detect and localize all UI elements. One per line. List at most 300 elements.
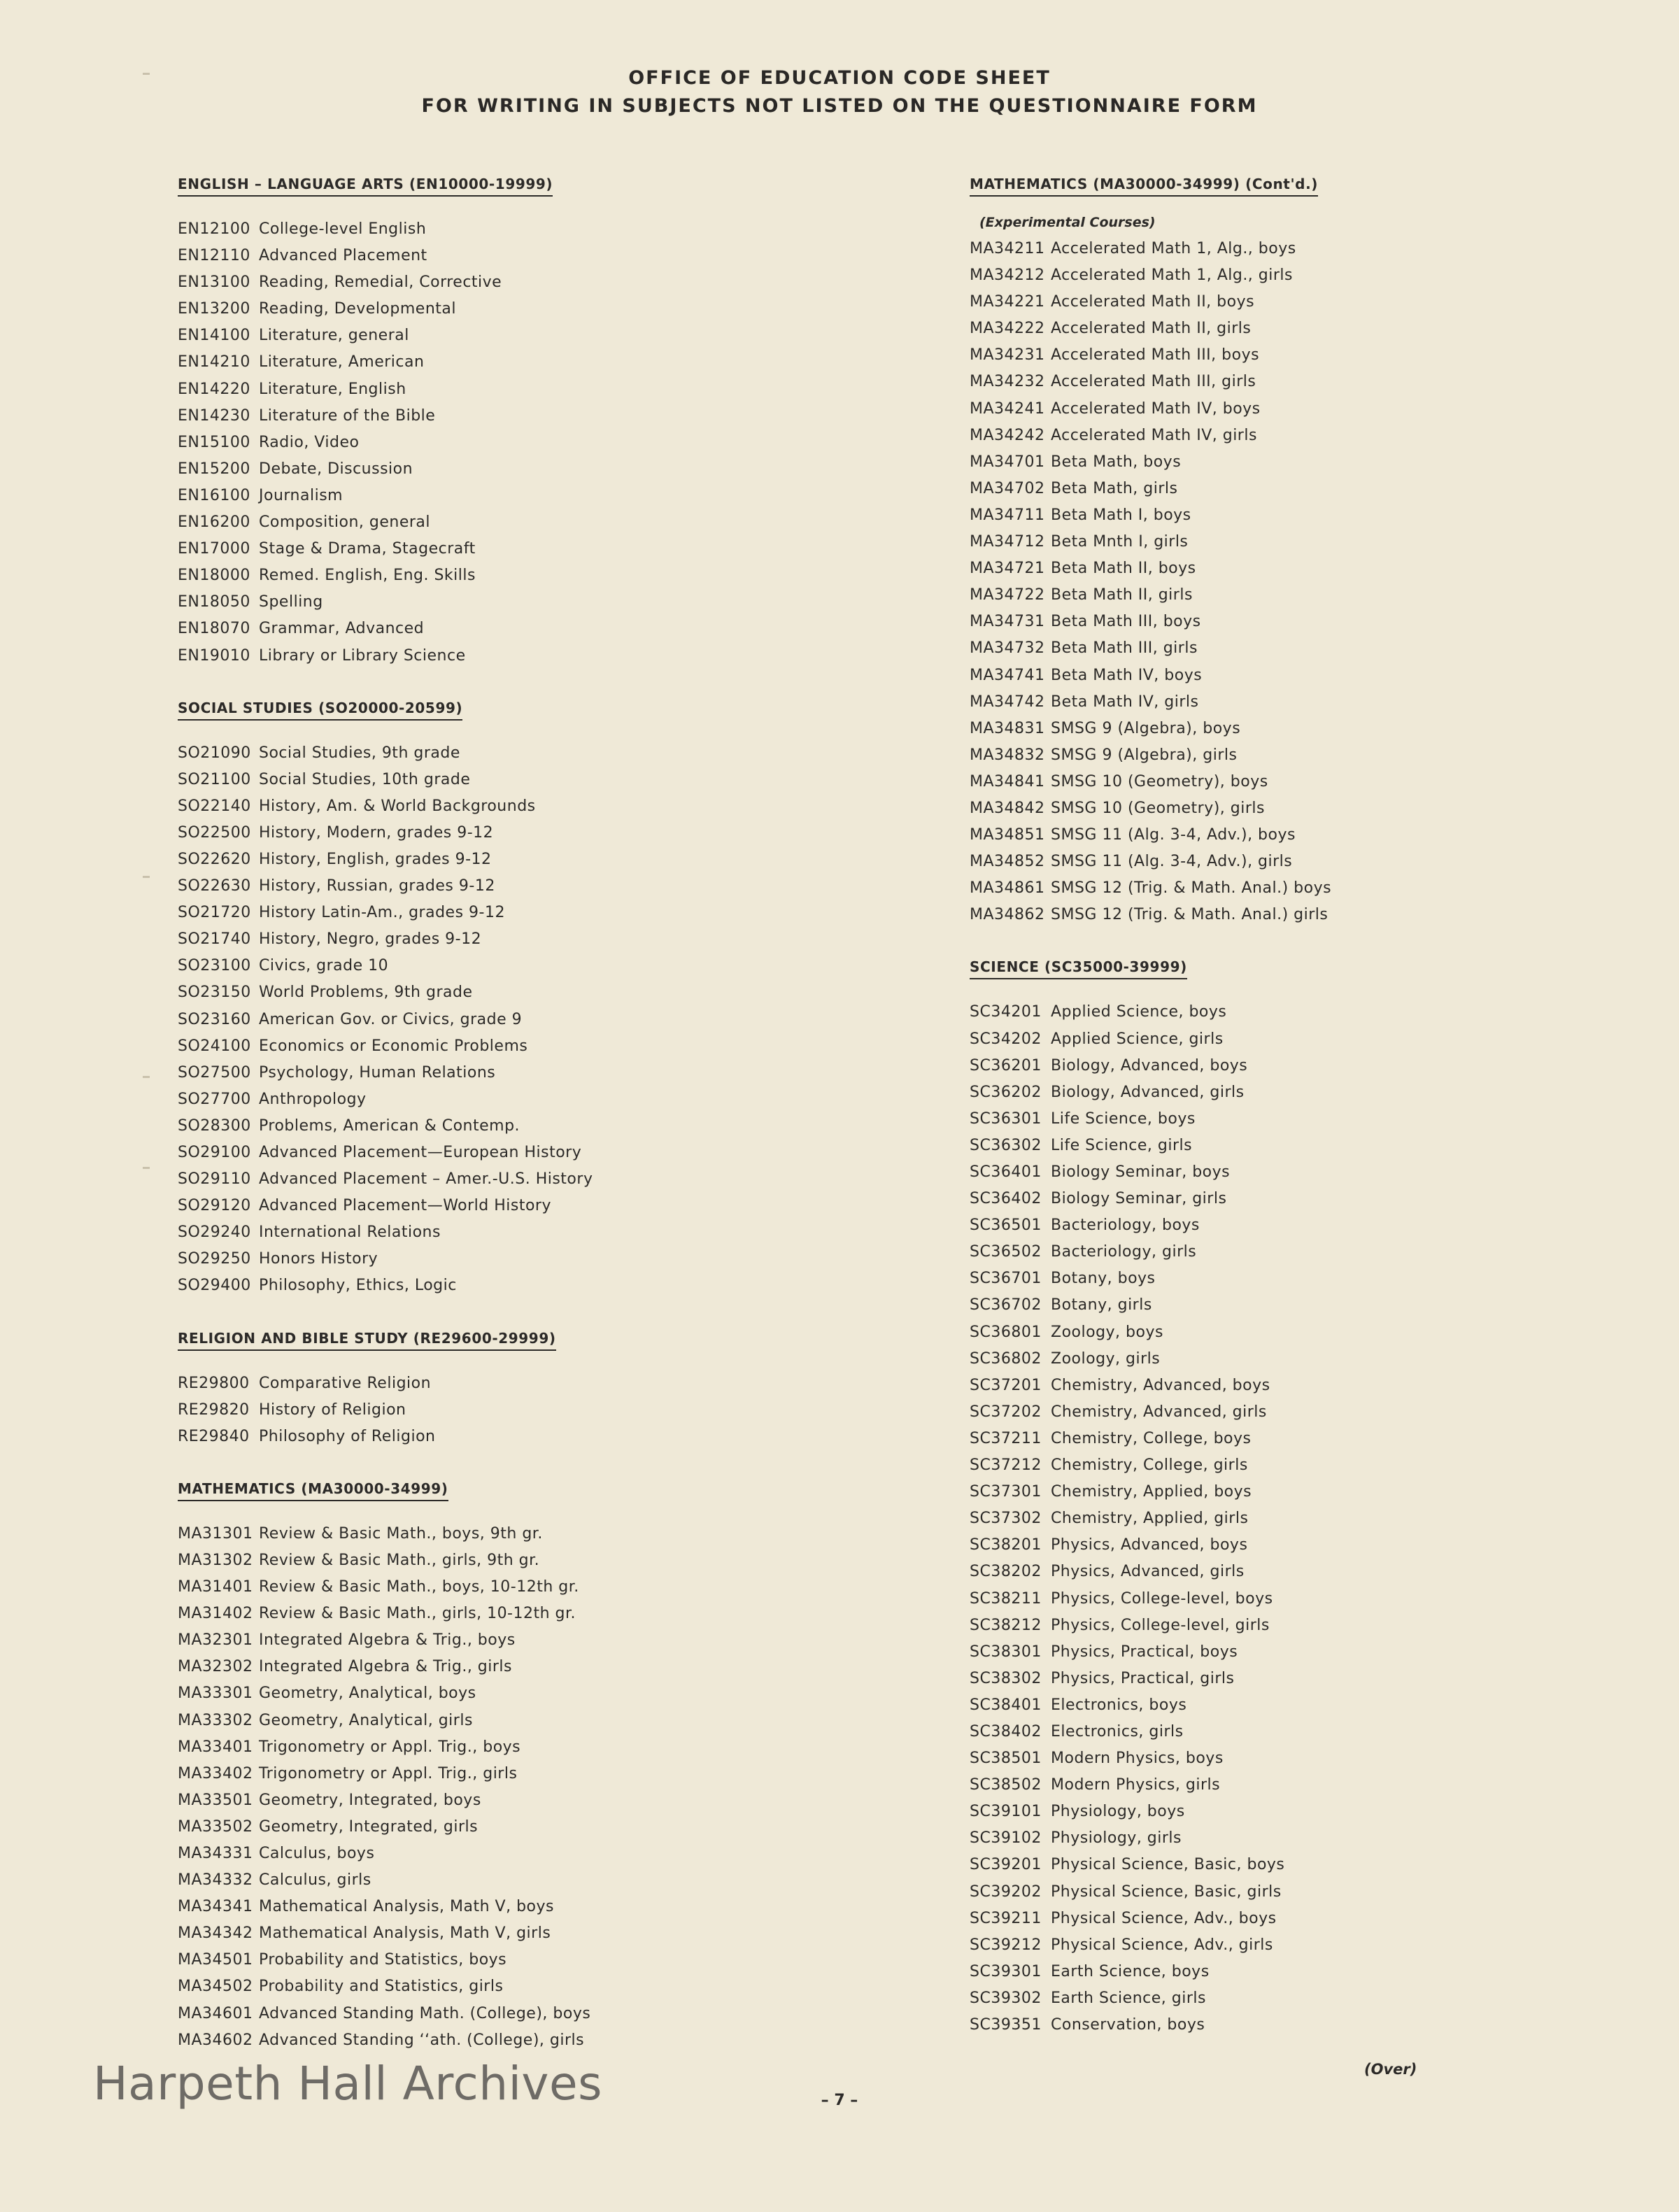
code-entry [970,1559,1669,1585]
code-entry [178,376,877,403]
entry-description: Journalism [259,486,343,504]
entry-description: Zoology, girls [1051,1349,1161,1368]
entry-code: SO28300 [178,1116,251,1135]
entry-description: Applied Science, boys [1051,1003,1227,1021]
entry-code: SC39302 [970,1989,1042,2007]
code-entry [970,396,1669,423]
code-entry [970,1745,1669,1772]
code-entry [178,322,877,349]
code-entry [970,875,1669,902]
entry-description: Beta Math IV, boys [1051,666,1203,684]
entry-code: SC37301 [970,1483,1042,1501]
right-column [970,175,1669,2068]
entry-description: History of Religion [259,1401,406,1419]
entry-description: Anthropology [259,1090,367,1108]
entry-description: Probability and Statistics, girls [259,1978,504,1996]
entry-code: SC36501 [970,1217,1042,1235]
entry-description: History, English, grades 9-12 [259,850,492,868]
entry-description: History Latin-Am., grades 9-12 [259,904,505,922]
entry-description: Electronics, boys [1051,1696,1187,1714]
entry-code: SO29240 [178,1224,251,1242]
code-entry [178,562,877,589]
entry-description: Mathematical Analysis, Math V, girls [259,1924,551,1943]
entry-description: Physiology, boys [1051,1803,1185,1821]
entry-code: SC37212 [970,1456,1042,1475]
entry-description: Debate, Discussion [259,460,413,478]
code-entry [970,582,1669,609]
code-section [970,958,1669,2039]
entry-description: Stage & Drama, Stagecraft [259,540,476,558]
entry-description: Advanced Standing ‘‘ath. (College), girls [259,2031,585,2049]
code-entry [178,1086,877,1113]
entry-description: Beta Math I, boys [1051,506,1191,524]
code-entry [970,1426,1669,1452]
code-entry [970,1639,1669,1666]
code-entry [970,1053,1669,1079]
code-entry [178,1973,877,2000]
entry-description: Literature, English [259,380,406,398]
code-entry [970,742,1669,769]
entry-code: MA34741 [970,666,1045,684]
entry-description: Review & Basic Math., boys, 10-12th gr. [259,1578,579,1596]
entry-description: Biology Seminar, girls [1051,1190,1227,1208]
code-entry [178,1947,877,1973]
entry-description: Physics, College-level, girls [1051,1616,1270,1634]
code-entry [178,1219,877,1246]
scan-mark [143,1167,150,1169]
code-entry [970,1026,1669,1053]
entry-code: EN14230 [178,406,250,425]
entry-description: Accelerated Math II, girls [1051,320,1252,338]
code-entry [970,1825,1669,1852]
entry-code: MA34851 [970,826,1045,844]
entry-code: MA32301 [178,1631,253,1650]
code-entry [178,1113,877,1140]
code-entry [970,795,1669,822]
code-entry [970,1799,1669,1825]
entry-code: RE29820 [178,1401,250,1419]
code-entry [178,1867,877,1894]
over-note: (Over) [1364,2061,1417,2078]
entry-description: Physics, Practical, boys [1051,1643,1238,1661]
entry-description: Accelerated Math 1, Alg., girls [1051,267,1293,285]
code-entry [178,1547,877,1574]
entry-description: History, Am. & World Backgrounds [259,797,536,815]
entry-code: EN18070 [178,620,250,638]
code-entry [970,236,1669,262]
entry-description: Advanced Standing Math. (College), boys [259,2004,591,2022]
entry-code: SO22140 [178,797,251,815]
code-entry [178,296,877,322]
entry-description: Integrated Algebra & Trig., boys [259,1631,516,1650]
entry-description: Geometry, Integrated, boys [259,1791,481,1809]
entry-code: SC34202 [970,1030,1042,1048]
entry-code: SC38401 [970,1696,1042,1714]
entry-code: MA34701 [970,453,1045,471]
code-entry [970,262,1669,289]
code-entry [970,609,1669,635]
entry-description: Composition, general [259,513,430,532]
entry-code: MA34862 [970,906,1045,924]
code-entry [178,2027,877,2054]
entry-description: Calculus, boys [259,1844,375,1862]
entry-code: EN15100 [178,433,250,451]
entry-code: SC36802 [970,1349,1042,1368]
entry-description: College-level English [259,220,427,238]
entry-code: SO29100 [178,1144,251,1161]
entry-code: MA33302 [178,1711,253,1729]
page-header [0,64,1679,120]
entry-code: MA34601 [178,2004,253,2022]
code-entry [178,1654,877,1680]
code-entry [970,502,1669,529]
entry-description: Physics, Advanced, boys [1051,1536,1248,1554]
entry-description: Physics, Advanced, girls [1051,1563,1245,1581]
code-entry [178,483,877,509]
entry-code: SC38212 [970,1616,1042,1634]
code-entry [970,476,1669,502]
entry-code: MA34841 [970,772,1045,790]
entry-description: Spelling [259,593,323,611]
entry-description: SMSG 11 (Alg. 3-4, Adv.), girls [1051,853,1293,871]
code-entry [970,529,1669,555]
code-entry [970,902,1669,928]
entry-code: SC39351 [970,2016,1042,2034]
entry-code: EN16100 [178,486,250,504]
entry-description: Social Studies, 9th grade [259,744,460,762]
entry-code: SO27700 [178,1090,251,1108]
section-title: MATHEMATICS (MA30000-34999) [178,1480,448,1501]
entry-code: SO29110 [178,1170,251,1189]
entry-description: History, Russian, grades 9-12 [259,877,495,895]
section-title: SOCIAL STUDIES (SO20000-20599) [178,699,462,721]
code-entry [178,1033,877,1060]
entry-description: Philosophy, Ethics, Logic [259,1277,457,1295]
entry-code: SC38301 [970,1643,1042,1661]
entry-code: SC38501 [970,1750,1042,1768]
entry-description: American Gov. or Civics, grade 9 [259,1010,523,1028]
entry-description: History, Negro, grades 9-12 [259,930,482,949]
entry-code: MA34212 [970,267,1045,285]
entry-description: Beta Math II, boys [1051,560,1196,578]
entry-description: Botany, boys [1051,1270,1156,1288]
code-entry [178,1841,877,1867]
code-entry [970,423,1669,449]
entry-code: MA34832 [970,746,1045,764]
code-entry [178,1193,877,1219]
code-entry [970,822,1669,849]
code-entry [970,1159,1669,1186]
section-title: ENGLISH – LANGUAGE ARTS (EN10000-19999) [178,175,553,197]
code-entry [970,1265,1669,1292]
entry-description: Botany, girls [1051,1296,1152,1314]
code-section [178,699,877,1300]
code-entry [178,349,877,376]
entry-code: MA33402 [178,1764,253,1782]
entry-description: Geometry, Analytical, girls [259,1711,473,1729]
entry-code: MA34342 [178,1924,253,1943]
code-entry [970,1239,1669,1265]
entry-description: Modern Physics, boys [1051,1750,1224,1768]
entry-code: SO22500 [178,823,251,842]
section-title: RELIGION AND BIBLE STUDY (RE29600-29999) [178,1329,556,1351]
entry-description: SMSG 12 (Trig. & Math. Anal.) girls [1051,906,1329,924]
code-entry [970,1479,1669,1505]
code-entry [970,1985,1669,2012]
entry-code: EN14210 [178,353,250,371]
entry-code: MA34331 [178,1844,253,1862]
entry-code: SO21740 [178,930,251,949]
entry-description: Advanced Placement—European History [259,1144,582,1161]
entry-description: Advanced Placement [259,247,427,265]
code-entry [970,689,1669,716]
code-entry [178,2001,877,2027]
entry-description: Earth Science, girls [1051,1989,1206,2007]
code-entry [970,1932,1669,1959]
entry-code: SC38202 [970,1563,1042,1581]
code-entry [970,316,1669,342]
code-entry [970,769,1669,795]
scan-mark [143,876,150,878]
entry-description: Life Science, girls [1051,1136,1193,1154]
code-section [178,1329,877,1450]
entry-description: Biology, Advanced, girls [1051,1083,1245,1101]
code-entry [970,1505,1669,1532]
entry-code: SC37211 [970,1429,1042,1447]
entry-code: MA34712 [970,533,1045,551]
entry-code: SO27500 [178,1063,251,1082]
code-entry [178,1708,877,1734]
entry-description: Problems, American & Contemp. [259,1116,520,1135]
entry-code: RE29800 [178,1374,250,1392]
code-entry [178,269,877,296]
entry-code: SC39201 [970,1856,1042,1874]
entry-code: RE29840 [178,1427,250,1445]
entry-description: Physics, College-level, boys [1051,1589,1273,1608]
entry-description: Geometry, Analytical, boys [259,1685,476,1703]
entry-description: Physical Science, Adv., girls [1051,1936,1273,1954]
entry-code: SC39211 [970,1909,1042,1927]
entry-description: Literature of the Bible [259,406,436,425]
code-entry [178,643,877,669]
entry-description: Library or Library Science [259,646,466,665]
code-entry [178,1272,877,1299]
code-entry [178,953,877,979]
code-entry [970,289,1669,316]
section-title: MATHEMATICS (MA30000-34999) (Cont'd.) [970,175,1318,197]
entry-description: Chemistry, Applied, girls [1051,1510,1249,1528]
entry-code: EN13200 [178,300,250,318]
entry-description: SMSG 9 (Algebra), boys [1051,719,1241,737]
entry-description: Reading, Developmental [259,300,456,318]
entry-description: Beta Math, girls [1051,479,1178,497]
entry-code: MA34332 [178,1871,253,1890]
entry-description: SMSG 10 (Geometry), girls [1051,799,1265,817]
entry-code: SC39202 [970,1883,1042,1901]
entry-code: SC38402 [970,1722,1042,1740]
code-entry [178,1246,877,1272]
code-entry [178,926,877,953]
entry-code: EN13100 [178,274,250,292]
entry-description: Applied Science, girls [1051,1030,1224,1048]
code-entry [970,1959,1669,1985]
entry-code: EN14220 [178,380,250,398]
entry-description: Trigonometry or Appl. Trig., girls [259,1764,518,1782]
entry-code: SO22620 [178,850,251,868]
entry-code: MA33502 [178,1817,253,1836]
code-entry [178,1140,877,1166]
entry-code: EN19010 [178,646,250,665]
entry-code: MA31301 [178,1524,253,1543]
entry-description: Bacteriology, boys [1051,1217,1200,1235]
entry-code: SO29120 [178,1197,251,1215]
code-entry [970,1906,1669,1932]
code-entry [178,616,877,642]
code-entry [178,216,877,243]
entry-code: SO29400 [178,1277,251,1295]
entry-description: Electronics, girls [1051,1722,1184,1740]
code-entry [178,900,877,926]
entry-code: SC36302 [970,1136,1042,1154]
code-entry [970,1586,1669,1612]
entry-description: Beta Math IV, girls [1051,693,1199,711]
code-entry [178,846,877,873]
entry-code: SC36502 [970,1243,1042,1261]
entry-description: Beta Math II, girls [1051,586,1193,604]
code-entry [178,767,877,793]
archive-watermark: Harpeth Hall Archives [93,2057,602,2111]
entry-description: Bacteriology, girls [1051,1243,1197,1261]
entry-code: SC39301 [970,1962,1042,1980]
entry-description: Physiology, girls [1051,1829,1182,1848]
entry-description: Accelerated Math III, boys [1051,346,1260,364]
entry-code: MA31402 [178,1605,253,1623]
entry-code: SC37302 [970,1510,1042,1528]
code-entry [970,1692,1669,1719]
entry-code: SC39102 [970,1829,1042,1848]
entry-code: SO21720 [178,904,251,922]
code-entry [178,1574,877,1601]
entry-description: Literature, American [259,353,425,371]
entry-description: Earth Science, boys [1051,1962,1210,1980]
entry-description: Accelerated Math 1, Alg., boys [1051,240,1296,257]
entry-code: SC38211 [970,1589,1042,1608]
code-entry [970,1319,1669,1346]
code-section [178,1480,877,2054]
entry-description: Remed. English, Eng. Skills [259,567,476,585]
entry-code: SC39101 [970,1803,1042,1821]
code-entry [178,1601,877,1627]
entry-code: MA33501 [178,1791,253,1809]
entry-description: History, Modern, grades 9-12 [259,823,494,842]
entry-code: MA34702 [970,479,1045,497]
entry-code: MA34241 [970,399,1045,418]
entry-code: MA34502 [178,1978,253,1996]
section-subhead: (Experimental Courses) [979,215,1156,230]
entry-code: EN18050 [178,593,250,611]
code-entry [970,1079,1669,1106]
code-entry [970,1133,1669,1159]
code-entry [970,1532,1669,1559]
entry-code: SC36201 [970,1056,1042,1075]
code-entry [178,1424,877,1450]
entry-code: MA33401 [178,1738,253,1756]
entry-description: Psychology, Human Relations [259,1063,496,1082]
entry-code: SO23100 [178,957,251,975]
entry-description: Physical Science, Basic, boys [1051,1856,1285,1874]
entry-code: EN16200 [178,513,250,532]
entry-code: SC36702 [970,1296,1042,1314]
entry-code: MA34861 [970,879,1045,898]
entry-code: EN12100 [178,220,250,238]
entry-code: MA31401 [178,1578,253,1596]
code-entry [178,536,877,562]
entry-description: Review & Basic Math., boys, 9th gr. [259,1524,543,1543]
entry-description: Calculus, girls [259,1871,371,1890]
entry-description: Honors History [259,1250,378,1268]
code-section [178,175,877,669]
entry-description: Comparative Religion [259,1374,432,1392]
entry-description: Trigonometry or Appl. Trig., boys [259,1738,521,1756]
entry-code: SO23160 [178,1010,251,1028]
code-entry [970,1212,1669,1239]
code-entry [178,1814,877,1841]
code-entry [970,369,1669,395]
entry-description: Beta Math III, girls [1051,639,1198,658]
entry-code: EN15200 [178,460,250,478]
entry-code: SC36202 [970,1083,1042,1101]
entry-description: Zoology, boys [1051,1323,1163,1341]
code-entry [178,1680,877,1707]
entry-description: Philosophy of Religion [259,1427,436,1445]
entry-code: SC38302 [970,1669,1042,1687]
entry-code: SC36801 [970,1323,1042,1341]
code-entry [970,555,1669,582]
code-entry [178,1761,877,1787]
code-entry [970,1292,1669,1319]
entry-code: SC39212 [970,1936,1042,1954]
entry-description: Accelerated Math III, girls [1051,373,1256,391]
entry-description: Probability and Statistics, boys [259,1951,507,1969]
entry-description: Integrated Algebra & Trig., girls [259,1658,513,1676]
entry-code: MA34341 [178,1898,253,1916]
left-column [178,175,877,2083]
entry-description: Beta Mnth I, girls [1051,533,1189,551]
code-entry [970,449,1669,476]
code-entry [970,1106,1669,1133]
entry-description: Chemistry, Advanced, girls [1051,1403,1267,1421]
entry-description: Chemistry, College, girls [1051,1456,1248,1475]
code-entry [970,662,1669,689]
entry-description: Physical Science, Adv., boys [1051,1909,1277,1927]
code-entry [970,999,1669,1026]
entry-code: SO21090 [178,744,251,762]
entry-description: Advanced Placement—World History [259,1197,551,1215]
code-entry [970,1879,1669,1906]
entry-description: SMSG 12 (Trig. & Math. Anal.) boys [1051,879,1332,898]
entry-description: World Problems, 9th grade [259,984,473,1002]
entry-code: EN18000 [178,567,250,585]
entry-code: SC38502 [970,1776,1042,1794]
entry-description: SMSG 11 (Alg. 3-4, Adv.), boys [1051,826,1296,844]
code-entry [178,589,877,616]
entry-code: SC37202 [970,1403,1042,1421]
entry-code: SC36701 [970,1270,1042,1288]
code-section [970,175,1669,928]
code-entry [178,820,877,846]
entry-description: Social Studies, 10th grade [259,770,471,788]
entry-description: Beta Math III, boys [1051,613,1201,631]
